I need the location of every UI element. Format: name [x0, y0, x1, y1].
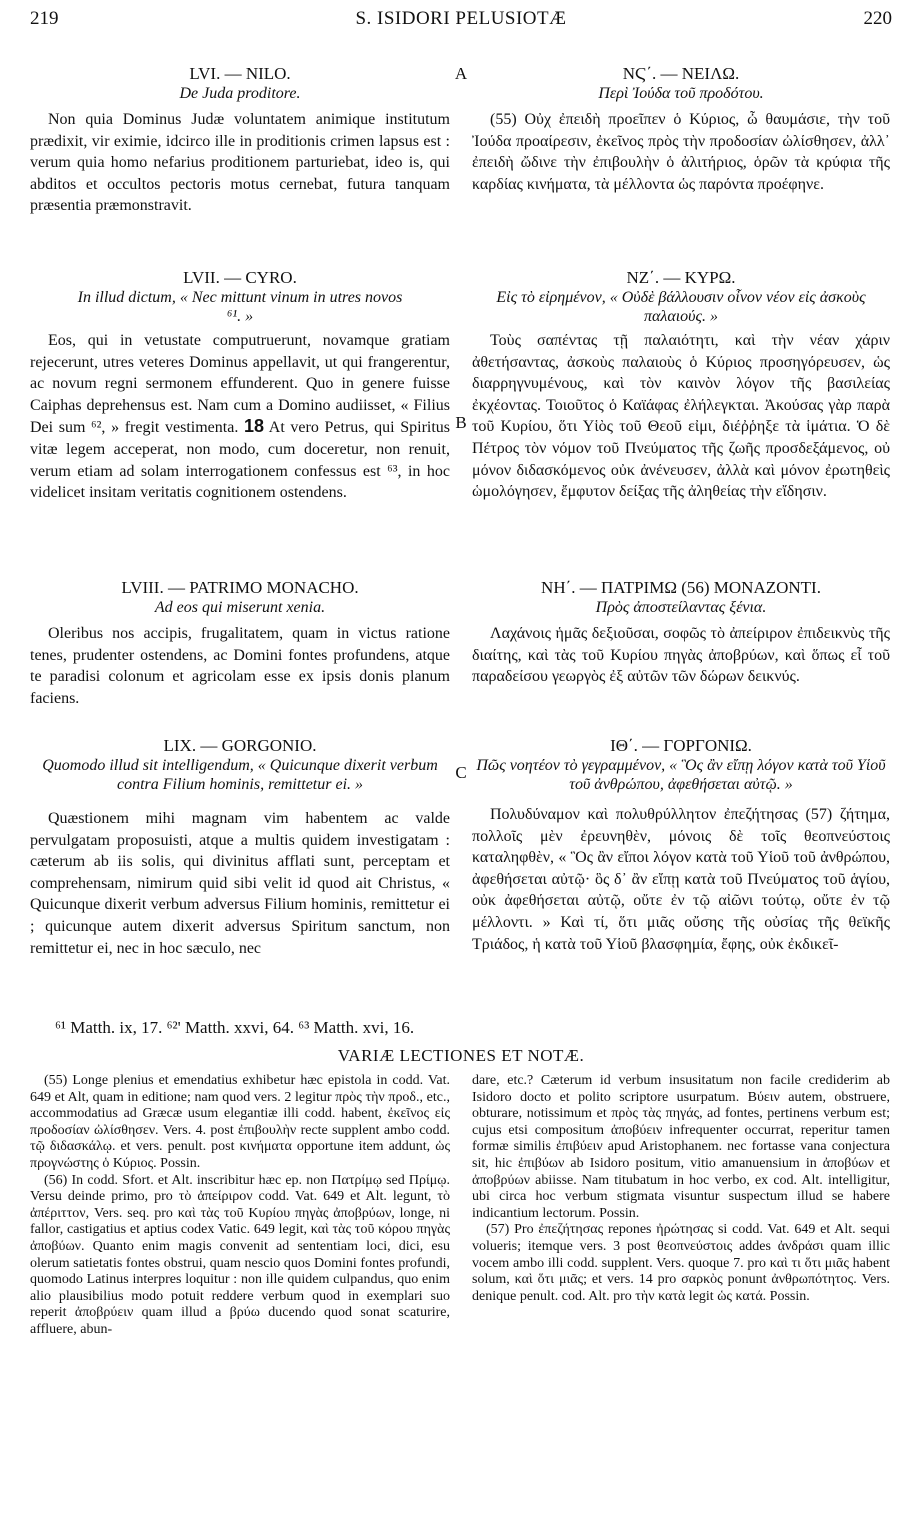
page-number-left: 219 [30, 8, 59, 29]
running-title: S. ISIDORI PELUSIOTÆ [355, 8, 567, 29]
variae-notes-left [30, 1073, 450, 1339]
greek-letter-57 [472, 268, 890, 503]
latin-letter-text: Non quia Dominus Judæ voluntatem animique institutum prædixit, vir eximie, idcirco ille in proditionis crimen lapsus est : verum quia homo nefarius proditionem parturiebat, ideo is, qui abditos et occultos pectoris motus cernebat, futura tanquam præsentia præmonstravit. [30, 111, 450, 215]
greek-letter-subtitle: Περὶ Ἰούδα τοῦ προδότου. [598, 85, 764, 102]
latin-letter-subtitle: Quomodo illud sit intelligendum, « Quicunque dixerit verbum contra Filium hominis, remittetur ei. » [42, 757, 438, 793]
column-marker-c: C [455, 763, 467, 782]
latin-text-part-a: Eos, qui in vetustate computruerunt, novamque gratiam rejecerunt, utres veteres Dominus appellavit, ut qui frangerentur, ac novum regni sermonem effunderent. Quo in genere fuisse Caiphas deprehensus est. Nam cum a Domino audiisset, « Filius Dei sum ⁶², » fregit vestimenta. [30, 332, 450, 437]
note-56-continued: dare, etc.? Cæterum id verbum insusitatum non facile crediderim ab Isidoro docto et polito scriptore usurpatum. Βύειν autem, obstruere, obturare, notissimum et πρὸς τὰς πηγάς, ad fontes, pertinens verbum est; cujus etsi compositum ἀποβύειν infrequenter occurrat, reperitur tamen formæ similis ἐπιβύειν apud Aristophanem. nec fortasse vana conjectura sit, hic ἐπιβύων ab Isidoro positum, vitio amanuensium in ἀποβύων et ἀποβρύων abiisse. Nam titubatum in hoc verbo, ex cod. Alt. intelligitur, ubi circa hoc verbum stigmata visuntur suspectum illud se habere indicantium lectorum. Possin. [472, 1073, 890, 1221]
latin-letter-58 [30, 578, 450, 709]
greek-letter-text: Πολυδύναμον καὶ πολυθρύλλητον ἐπεζήτησας (57) ζήτημα, πολλοῖς μὲν ἐρευνηθὲν, μόνοις δὲ τοῖς θεοπνεύστοις καταληφθὲν, « Ὃς ἂν εἴποι λόγον κατὰ τοῦ Υἱοῦ τοῦ ἀνθρώπου, ἀφεθήσεται αὐτῷ· ὃς δ᾽ ἂν εἴπῃ κατὰ τοῦ Πνεύματος τοῦ ἁγίου, οὐκ ἀφεθήσεται αὐτῷ, οὔτε ἐν τῷ αἰῶνι τούτῳ, οὔτε ἐν τῷ μέλλοντι. » Καὶ τί, ὅτι μιᾶς οὔσης τῆς οὐσίας τῆς θεϊκῆς Τριάδος, ἡ κατὰ τοῦ Υἱοῦ βλασφημία, ἔφης, οὐκ ἐκδικεῖ- [472, 806, 890, 953]
latin-letter-title: LVI. — NILO. [189, 64, 291, 83]
page-number-right: 220 [863, 8, 892, 29]
running-header [30, 8, 892, 38]
latin-letter-subtitle: In illud dictum, « Nec mittunt vinum in utres novos ⁶¹. » [77, 289, 403, 325]
greek-letter-subtitle: Πρὸς ἀποστείλαντας ξένια. [595, 599, 767, 616]
column-marker-a: A [454, 64, 468, 83]
greek-letter-58 [472, 578, 890, 688]
scripture-footnotes: ⁶¹ Matth. ix, 17. ⁶²' Matth. xxvi, 64. ⁶³ Matth. xvi, 16. [55, 1018, 415, 1037]
greek-letter-title: ΝΗ΄. — ΠΑΤΡΙΜΩ (56) ΜΟΝΑΖΟΝΤΙ. [541, 578, 821, 597]
latin-letter-title: LIX. — GORGONIO. [163, 736, 317, 755]
note-55: (55) Longe plenius et emendatius exhibetur hæc epistola in codd. Vat. 649 et Alt, quam in editione; nam quod vers. 2 legitur πρὸς τὴν προδ., etc., accommodatius ad Græcæ usum elegantiæ illi codd. habent, ἐκεῖνος εἰς προδοσίαν ὠλίσθησεν. Vers. 4. post ἐπιβουλὴν recte supplent ambo codd. τῷ διδασκάλῳ. et vers. penult. post κινήματα opportune item addunt, ὡς προγνώστης ὁ Κύριος. Possin. [30, 1073, 450, 1171]
greek-letter-56 [472, 64, 890, 195]
greek-letter-59 [472, 736, 890, 955]
latin-letter-title: LVII. — CYRO. [183, 268, 297, 287]
note-57: (57) Pro ἐπεζήτησας repones ἠρώτησας si codd. Vat. 649 et Alt. sequi volueris; itemque vers. 3 post θεοπνεύστοις addes ἀνδράσι quam illic vocem ambo illi codd. supplent. Vers. quoque 7. pro καὶ τι ὅτι μιᾶς habent solum, καὶ ὅτι μιᾶς; et vers. 14 pro σαρκὸς ponunt ἀνθρωπότητος. Vers. denique penult. cod. Alt. pro τὴν κατὰ legit ὡς κατά. Possin. [472, 1222, 890, 1304]
latin-letter-text: Quæstionem mihi magnam vim habentem ac valde pervulgatam proposuisti, atque a multis quidem investigatam : cæterum ab iis solis, qui divinitus afflati sunt, perceptam et comprehensam, nimirum quid sibi velit id quod ait Christus, « Quicunque dixerit verbum adversus Filium hominis, remittetur ei ; quicunque autem dixerit adversus Spiritum sanctum, non remittetur ei, nec in hoc sæculo, nec [30, 810, 450, 957]
latin-letter-subtitle: Ad eos qui miserunt xenia. [154, 599, 326, 616]
column-number: 18 [243, 416, 265, 437]
variae-notes-right [472, 1073, 890, 1305]
variae-heading: VARIÆ LECTIONES ET NOTÆ. [337, 1046, 585, 1065]
column-marker-b: B [455, 413, 467, 432]
greek-letter-text: Τοὺς σαπέντας τῇ παλαιότητι, καὶ τὴν νέαν χάριν ἀθετήσαντας, ἀσκοὺς παλαιοὺς ὁ Κύριος προσηγόρευσεν, ὡς διαρρηγνυμένους, καὶ τὸν καινὸν λόγον τῆς βασιλείας ἐκχέοντας. Τοιοῦτος ὁ Καϊάφας ἐλήλεγκται. Ἀκούσας γὰρ παρὰ τοῦ Κυρίου, ὅτι Υἱὸς τοῦ Θεοῦ εἰμι, διέῤῥηξε τὰ ἱμάτια. Ὁ δὲ Πέτρος τὸν νόμον τοῦ Πνεύματος τῆς ζωῆς προσδεξάμενος, οὐ μόνον διδασκόμενος οὐκ ἀνένευσεν, ἀλλὰ καὶ μόνον ἐρωτηθεὶς ὡμολόγησεν, ἔμφυτον δείξας τῆς ἀληθείας τὴν εἴδησιν. [472, 332, 890, 501]
greek-letter-text: Λαχάνοις ἡμᾶς δεξιοῦσαι, σοφῶς τὸ ἀπείριρον ἐπιδεικνὺς τῆς διαίτης, καὶ τὰς τοῦ Κυρίου πηγὰς ἀποβρύων, καὶ ὅπως εἶ τοῦ παραδείσου γεωργὸς ἐξ αὐτῶν τῶν δώρων δεικνύς. [472, 625, 890, 686]
greek-letter-text: (55) Οὐχ ἐπειδὴ προεῖπεν ὁ Κύριος, ὦ θαυμάσιε, τὴν τοῦ Ἰούδα προαίρεσιν, ἐκεῖνος πρὸς τὴν προδοσίαν ὠλίσθησεν, ἀλλ᾽ ἐπειδὴ ὤδινε τὴν ἐπιβουλὴν ὁ ἀλιτήριος, ὁρῶν τὰ κρύφια τῆς καρδίας κινήματα, τὰ μέλλοντα ὡς παρόντα προέφηνε. [472, 111, 890, 193]
greek-letter-subtitle: Πῶς νοητέον τὸ γεγραμμένον, « Ὃς ἂν εἴπῃ λόγον κατὰ τοῦ Υἱοῦ τοῦ ἀνθρώπου, ἀφεθήσεται αὐτῷ. » [476, 757, 886, 793]
note-56: (56) In codd. Sfort. et Alt. inscribitur hæc ep. non Πατρίμῳ sed Πρίμῳ. Versu deinde primo, pro τὸ ἀπείριρον codd. Vat. 649 et Alt. legunt, τὸ ἀπέριττον, Vers. seq. pro καὶ τὰς τοῦ Κυρίου πηγὰς ἀποβρύων, longe, ni fallor, castigatius et aptius codex Vatic. 649 legit, καὶ τὰς τοῦ κόρου πηγὰς ἀποβύων. Quanto enim magis convenit ad sententiam loci, dici, esu olerum satietatis fontes obstrui, quam nescio quos Domini fontes profundi, quomodo Latinus interpres loquitur : non ille quidem culpandus, quo enim alio plausibilius modo potuit reddere verbum quod in exemplari suo reperit ἀποβρύειν quam illud a βρύω ducendo quod sonat scaturire, affluere, abun- [30, 1172, 450, 1337]
latin-letter-59 [30, 736, 450, 959]
latin-text-part-b: At vero Petrus, qui Spiritus vitæ legem acceperat, non modo, cum doceretur, non renuit, verum etiam ad solam interrogationem confessus est ⁶³, in hoc videlicet insitam veritatis cognitionem ostendens. [30, 419, 451, 502]
latin-letter-subtitle: De Juda proditore. [179, 85, 301, 102]
latin-letter-57 [30, 268, 450, 504]
latin-letter-title: LVIII. — PATRIMO MONACHO. [121, 578, 359, 597]
latin-letter-56 [30, 64, 450, 217]
greek-letter-title: ΝϚ΄. — ΝΕΙΛΩ. [622, 64, 740, 83]
greek-letter-title: ΝΖ΄. — ΚΥΡΩ. [626, 268, 736, 287]
greek-letter-title: ΙΘ΄. — ΓΟΡΓΟΝΙΩ. [610, 736, 752, 755]
latin-letter-text: Oleribus nos accipis, frugalitatem, quam in victus ratione tenes, prudenter ostendens, ac Domini fontes profundens, atque te paradisi colonum et agricolam esse ex ipsis donis planum faciens. [30, 625, 450, 707]
greek-letter-subtitle: Εἰς τὸ εἰρημένον, « Οὐδὲ βάλλουσιν οἶνον νέον εἰς ἀσκοὺς παλαιούς. » [496, 289, 866, 325]
latin-letter-text [30, 330, 450, 504]
